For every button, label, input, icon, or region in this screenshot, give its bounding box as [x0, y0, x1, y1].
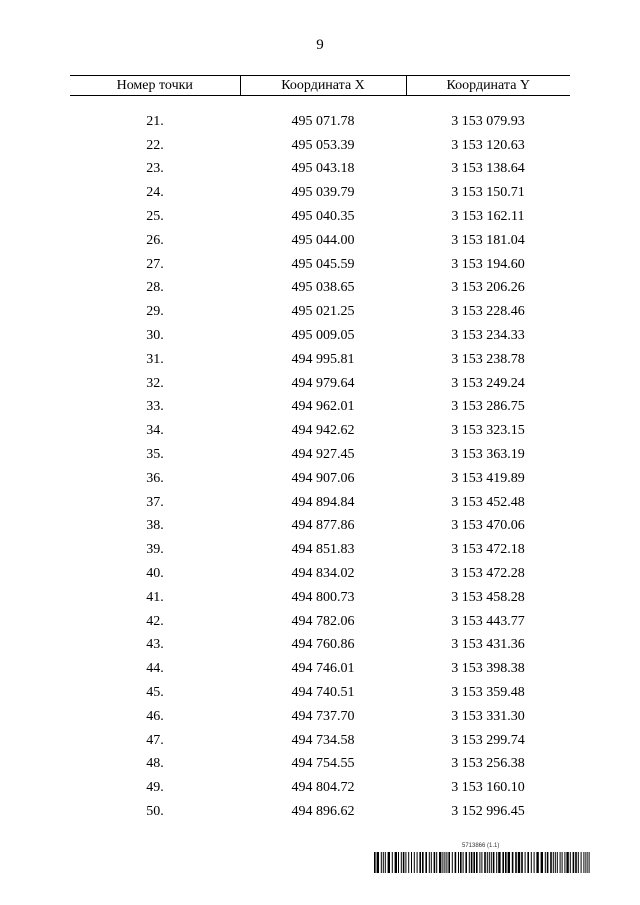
point-number-cell: 40. [146, 566, 164, 582]
coordinate-y-cell: 3 153 443.77 [451, 613, 525, 629]
coordinate-y-cell: 3 153 472.28 [451, 566, 525, 582]
point-number-cell: 28. [146, 280, 164, 296]
point-number-cell: 46. [146, 708, 164, 724]
table-row [70, 515, 570, 539]
table-row [70, 396, 570, 420]
table-body [70, 96, 570, 824]
coordinate-x-cell: 495 043.18 [291, 161, 355, 177]
table-row [70, 753, 570, 777]
coordinate-y-cell: 3 153 472.18 [451, 542, 525, 558]
point-number-cell: 27. [146, 256, 164, 272]
coordinate-x-cell: 494 896.62 [291, 804, 355, 819]
coordinate-x-cell: 495 039.79 [291, 185, 355, 201]
point-number-cell: 24. [146, 185, 164, 201]
coordinate-x-cell: 494 995.81 [291, 351, 355, 367]
point-number-cell: 23. [146, 161, 164, 177]
coordinate-y-cell: 3 153 079.93 [451, 113, 525, 129]
table-row [70, 181, 570, 205]
table-row [70, 562, 570, 586]
table-row [70, 372, 570, 396]
point-number-cell: 39. [146, 542, 164, 558]
coordinate-y-cell: 3 153 458.28 [451, 589, 525, 605]
coordinate-x-cell: 494 877.86 [291, 518, 355, 534]
point-number-cell: 21. [146, 113, 164, 129]
coordinates-table [70, 75, 570, 824]
coordinate-x-cell: 494 760.86 [291, 637, 355, 653]
column-header-coordinate-x: Координата X [240, 76, 406, 96]
point-number-cell: 33. [146, 399, 164, 415]
point-number-cell: 45. [146, 685, 164, 701]
coordinate-y-cell: 3 153 299.74 [451, 732, 525, 748]
table-header [70, 76, 570, 96]
coordinate-x-cell: 495 009.05 [291, 328, 355, 344]
coordinate-x-cell: 495 040.35 [291, 209, 355, 225]
point-number-cell: 34. [146, 423, 164, 439]
column-header-coordinate-y: Координата Y [406, 76, 570, 96]
coordinate-y-cell: 3 153 286.75 [451, 399, 525, 415]
point-number-cell: 29. [146, 304, 164, 320]
coordinate-y-cell: 3 153 398.38 [451, 661, 525, 677]
coordinate-x-cell: 494 804.72 [291, 780, 355, 796]
coordinate-y-cell: 3 153 120.63 [451, 137, 525, 153]
coordinate-x-cell: 494 737.70 [291, 708, 355, 724]
point-number-cell: 43. [146, 637, 164, 653]
coordinate-y-cell: 3 152 996.45 [451, 804, 525, 819]
table-row [70, 110, 570, 134]
coordinate-x-cell: 494 754.55 [291, 756, 355, 772]
table-row [70, 158, 570, 182]
coordinate-x-cell: 494 894.84 [291, 494, 355, 510]
coordinate-y-cell: 3 153 470.06 [451, 518, 525, 534]
coordinate-x-cell: 494 927.45 [291, 447, 355, 463]
point-number-cell: 35. [146, 447, 164, 463]
point-number-cell: 30. [146, 328, 164, 344]
table-row [70, 729, 570, 753]
table-row [70, 634, 570, 658]
coordinate-y-cell: 3 153 359.48 [451, 685, 525, 701]
coordinate-y-cell: 3 153 138.64 [451, 161, 525, 177]
coordinate-x-cell: 494 734.58 [291, 732, 355, 748]
coordinate-x-cell: 494 962.01 [291, 399, 355, 415]
point-number-cell: 50. [146, 804, 164, 819]
table-row [70, 538, 570, 562]
coordinate-y-cell: 3 153 234.33 [451, 328, 525, 344]
coordinate-x-cell: 494 979.64 [291, 375, 355, 391]
header-spacer [70, 96, 570, 111]
table-row [70, 419, 570, 443]
table-row [70, 610, 570, 634]
table-row [70, 491, 570, 515]
coordinate-x-cell: 494 800.73 [291, 589, 355, 605]
table-row [70, 253, 570, 277]
table-row [70, 205, 570, 229]
point-number-cell: 42. [146, 613, 164, 629]
coordinate-x-cell: 495 045.59 [291, 256, 355, 272]
point-number-cell: 22. [146, 137, 164, 153]
coordinate-x-cell: 495 044.00 [291, 232, 355, 248]
point-number-cell: 38. [146, 518, 164, 534]
point-number-cell: 25. [146, 209, 164, 225]
point-number-cell: 26. [146, 232, 164, 248]
coordinate-x-cell: 495 038.65 [291, 280, 355, 296]
coordinate-y-cell: 3 153 206.26 [451, 280, 525, 296]
point-number-cell: 37. [146, 494, 164, 510]
table-row [70, 324, 570, 348]
table-row [70, 800, 570, 824]
table-row [70, 467, 570, 491]
coordinate-y-cell: 3 153 181.04 [451, 232, 525, 248]
barcode-caption: 5713866 (1.1) [462, 843, 500, 849]
coordinate-y-cell: 3 153 162.11 [451, 209, 525, 225]
coordinate-y-cell: 3 153 363.19 [451, 447, 525, 463]
coordinate-x-cell: 494 782.06 [291, 613, 355, 629]
coordinate-y-cell: 3 153 249.24 [451, 375, 525, 391]
coordinate-x-cell: 494 907.06 [291, 470, 355, 486]
coordinate-x-cell: 494 851.83 [291, 542, 355, 558]
point-number-cell: 32. [146, 375, 164, 391]
coordinate-y-cell: 3 153 331.30 [451, 708, 525, 724]
point-number-cell: 49. [146, 780, 164, 796]
coordinate-y-cell: 3 153 256.38 [451, 756, 525, 772]
coordinate-y-cell: 3 153 419.89 [451, 470, 525, 486]
coordinate-x-cell: 494 746.01 [291, 661, 355, 677]
point-number-cell: 41. [146, 589, 164, 605]
table-row [70, 229, 570, 253]
coordinate-x-cell: 495 071.78 [291, 113, 355, 129]
point-number-cell: 31. [146, 351, 164, 367]
table-row [70, 348, 570, 372]
point-number-cell: 48. [146, 756, 164, 772]
table-row [70, 776, 570, 800]
point-number-cell: 44. [146, 661, 164, 677]
coordinate-y-cell: 3 153 452.48 [451, 494, 525, 510]
point-number-cell: 47. [146, 732, 164, 748]
coordinate-x-cell: 494 942.62 [291, 423, 355, 439]
coordinate-y-cell: 3 153 228.46 [451, 304, 525, 320]
coordinate-x-cell: 494 834.02 [291, 566, 355, 582]
table-row [70, 586, 570, 610]
coordinate-y-cell: 3 153 238.78 [451, 351, 525, 367]
coordinate-x-cell: 495 021.25 [291, 304, 355, 320]
page-number: 9 [316, 37, 324, 53]
barcode-icon [374, 852, 590, 873]
table-row [70, 705, 570, 729]
table-row [70, 277, 570, 301]
point-number-cell: 36. [146, 470, 164, 486]
coordinate-y-cell: 3 153 160.10 [451, 780, 525, 796]
table-row [70, 657, 570, 681]
coordinate-y-cell: 3 153 150.71 [451, 185, 525, 201]
coordinate-y-cell: 3 153 431.36 [451, 637, 525, 653]
coordinate-y-cell: 3 153 323.15 [451, 423, 525, 439]
coordinate-x-cell: 495 053.39 [291, 137, 355, 153]
column-header-point-number: Номер точки [70, 76, 240, 96]
coordinate-x-cell: 494 740.51 [291, 685, 355, 701]
table-row [70, 443, 570, 467]
coordinate-y-cell: 3 153 194.60 [451, 256, 525, 272]
table-row [70, 134, 570, 158]
table-row [70, 300, 570, 324]
table-row [70, 681, 570, 705]
